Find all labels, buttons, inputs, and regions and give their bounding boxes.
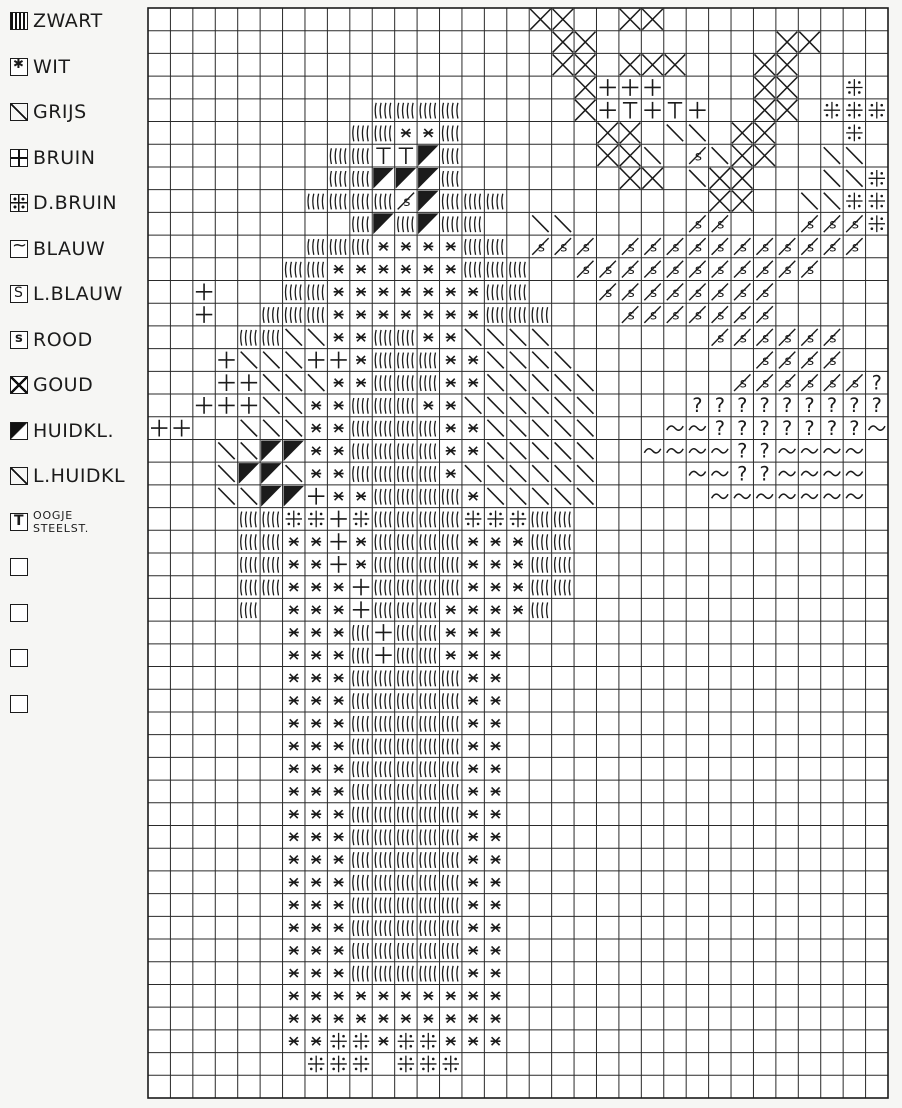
stitch-lblauw (737, 394, 747, 417)
svg-text:s: s (784, 262, 792, 279)
svg-text:s: s (762, 375, 770, 392)
svg-text:s: s (851, 216, 859, 233)
stitch-dbruin (420, 1056, 436, 1073)
svg-text:s: s (717, 330, 725, 347)
stitch-lblauw (782, 417, 792, 440)
stitch-lblauw (737, 440, 747, 463)
svg-text:s: s (582, 262, 590, 279)
svg-text:s: s (627, 284, 635, 301)
svg-text:s: s (739, 330, 747, 347)
svg-text:s: s (784, 239, 792, 256)
svg-text:s: s (806, 216, 815, 233)
stitch-dbruin (846, 102, 862, 119)
stitch-lblauw (715, 417, 725, 440)
svg-text:s: s (717, 307, 725, 324)
svg-text:s: s (627, 239, 635, 256)
stitch-dbruin (353, 1056, 369, 1073)
svg-text:?: ? (737, 416, 748, 440)
svg-text:s: s (582, 239, 590, 256)
stitch-lblauw (872, 372, 882, 395)
stitch-lblauw (872, 394, 882, 417)
svg-text:s: s (829, 239, 837, 256)
svg-text:?: ? (737, 394, 748, 418)
svg-text:?: ? (737, 462, 748, 486)
svg-text:s: s (649, 239, 658, 256)
svg-text:s: s (829, 375, 837, 392)
stitch-lblauw (760, 462, 770, 485)
stitch-dbruin (869, 193, 885, 210)
svg-text:?: ? (759, 439, 770, 463)
stitch-lblauw (715, 394, 725, 417)
stitch-dbruin (465, 511, 481, 528)
svg-text:s: s (829, 352, 837, 369)
svg-text:s: s (672, 307, 680, 324)
svg-text:s: s (717, 216, 725, 233)
svg-text:s: s (649, 284, 658, 301)
svg-text:s: s (537, 239, 545, 256)
stitch-dbruin (353, 1033, 369, 1050)
svg-text:s: s (403, 194, 411, 211)
svg-text:s: s (717, 284, 725, 301)
svg-text:s: s (784, 330, 792, 347)
stitch-dbruin (330, 1033, 346, 1050)
svg-text:?: ? (849, 416, 860, 440)
legend-label: ZWART (33, 10, 103, 32)
svg-text:s: s (672, 239, 680, 256)
legend-label: L.BLAUW (33, 283, 123, 305)
svg-text:?: ? (714, 394, 725, 418)
stitch-lblauw (804, 417, 814, 440)
stitch-dbruin (353, 511, 369, 528)
svg-text:s: s (717, 239, 725, 256)
svg-text:s: s (672, 262, 680, 279)
legend-label: D.BRUIN (33, 192, 118, 214)
stitch-dbruin (308, 511, 324, 528)
svg-text:s: s (649, 262, 658, 279)
stitch-dbruin (398, 1056, 414, 1073)
svg-text:s: s (806, 352, 815, 369)
legend-label: WIT (33, 55, 71, 78)
svg-text:s: s (806, 239, 815, 256)
stitch-dbruin (824, 102, 840, 119)
stitch-lblauw (692, 394, 702, 417)
svg-text:?: ? (804, 416, 815, 440)
svg-text:?: ? (826, 416, 838, 440)
stitch-dbruin (286, 511, 302, 528)
legend-label: L.HUIDKL (33, 465, 126, 487)
svg-text:s: s (739, 307, 747, 324)
stitch-dbruin (398, 1033, 414, 1050)
svg-text:s: s (560, 239, 568, 256)
svg-text:?: ? (781, 416, 793, 440)
stitch-lblauw (760, 417, 770, 440)
svg-text:?: ? (871, 371, 882, 395)
stitch-dbruin (487, 511, 503, 528)
svg-text:s: s (627, 307, 635, 324)
svg-text:?: ? (759, 462, 770, 486)
stitch-lblauw (737, 462, 747, 485)
svg-text:s: s (829, 216, 837, 233)
svg-text:s: s (717, 262, 725, 279)
svg-text:?: ? (781, 394, 793, 418)
stitch-dbruin (846, 125, 862, 142)
svg-text:s: s (694, 307, 702, 324)
svg-text:s: s (672, 284, 680, 301)
svg-text:?: ? (804, 394, 815, 418)
svg-text:s: s (806, 375, 815, 392)
stitch-lblauw (827, 417, 837, 440)
svg-text:s: s (829, 330, 837, 347)
stitch-dbruin (420, 1033, 436, 1050)
svg-text:?: ? (759, 394, 770, 418)
svg-text:s: s (739, 262, 747, 279)
svg-text:s: s (784, 375, 792, 392)
svg-text:?: ? (849, 394, 860, 418)
svg-text:s: s (694, 284, 702, 301)
stitch-lblauw (760, 394, 770, 417)
svg-text:s: s (762, 284, 770, 301)
stitch-dbruin (869, 170, 885, 187)
legend-label: HUIDKL. (33, 419, 115, 442)
svg-text:s: s (694, 262, 702, 279)
svg-text:s: s (739, 375, 747, 392)
svg-text:s: s (694, 216, 702, 233)
stitch-dbruin (869, 102, 885, 119)
svg-text:s: s (762, 239, 770, 256)
svg-text:?: ? (871, 394, 882, 418)
stitch-lblauw (849, 417, 859, 440)
stitch-dbruin (846, 193, 862, 210)
svg-text:s: s (806, 330, 815, 347)
svg-text:s: s (851, 375, 859, 392)
svg-text:s: s (762, 330, 770, 347)
svg-text:?: ? (737, 439, 748, 463)
legend-label: ROOD (33, 328, 93, 351)
legend-label: GOUD (33, 374, 94, 396)
stitch-dbruin (869, 215, 885, 232)
svg-text:?: ? (692, 394, 703, 418)
svg-text:s: s (605, 262, 613, 279)
svg-text:s: s (739, 284, 747, 301)
svg-text:?: ? (826, 394, 838, 418)
svg-text:s: s (694, 239, 702, 256)
legend-label: OOGJE STEELST. (33, 508, 90, 535)
svg-text:s: s (605, 284, 613, 301)
svg-text:s: s (649, 307, 658, 324)
stitch-lblauw (737, 417, 747, 440)
legend-label: GRIJS (33, 101, 87, 123)
stitch-lblauw (782, 394, 792, 417)
stitch-dbruin (330, 1056, 346, 1073)
svg-text:s: s (806, 262, 815, 279)
stitch-dbruin (443, 1056, 459, 1073)
stitch-dbruin (510, 511, 526, 528)
stitch-lblauw (827, 394, 837, 417)
svg-text:s: s (851, 239, 859, 256)
legend-label: BRUIN (33, 146, 96, 169)
svg-text:s: s (762, 307, 770, 324)
svg-text:s: s (762, 262, 770, 279)
stitch-lblauw (760, 440, 770, 463)
stitch-lblauw (849, 394, 859, 417)
legend-label: BLAUW (33, 237, 106, 260)
svg-text:?: ? (714, 416, 725, 440)
svg-text:s: s (694, 148, 702, 165)
stitch-dbruin (308, 1056, 324, 1073)
svg-text:s: s (762, 352, 770, 369)
svg-text:s: s (627, 262, 635, 279)
stitch-dbruin (846, 79, 862, 96)
stitch-lblauw (804, 394, 814, 417)
svg-text:s: s (739, 239, 747, 256)
svg-text:s: s (784, 352, 792, 369)
svg-text:?: ? (759, 416, 770, 440)
